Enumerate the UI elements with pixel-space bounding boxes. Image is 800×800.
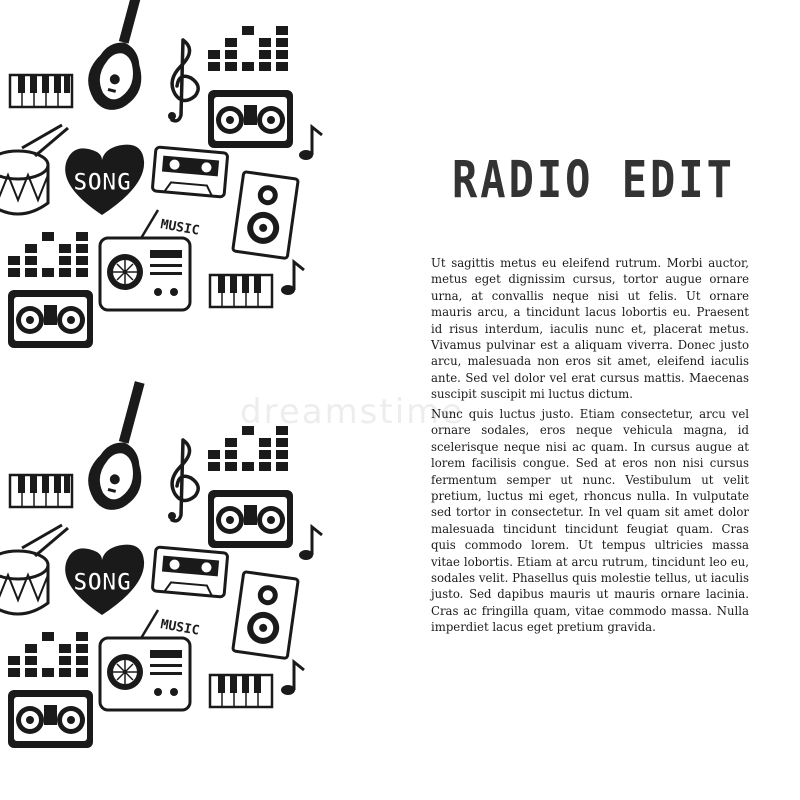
body-paragraph-1: Ut sagittis metus eu eleifend rutrum. Morbi auctor, metus eget dignissim cursus, tortor augue ornare urna, at convallis neque nisi ut felis. Ut ornare mauris arcu, a tincidunt lacus lobortis eu. Praesent id risus interdum, iaculis nunc et, placerat metus. Vivamus pulvinar est a aliquam viverra. Donec justo arcu, malesuada non eros sit amet, eleifend iaculis ante. Sed vel dolor vel erat cursus mattis. Maecenas suscipit suscipit mi luctus dictum.: [431, 256, 749, 402]
body-paragraph-2: Nunc quis luctus justo. Etiam consectetur, arcu vel ornare sodales, eros neque vehicula magna, id scelerisque neque nisi ac quam. In cursus augue at lorem facilisis congue. Sed at eros non nisi cursus fermentum semper ut nunc. Vestibulum ut velit pretium, luctus mi eget, rhoncus nulla. In vulputate sed tortor in consectetur. In vel quam sit amet dolor malesuada tincidunt tincidunt feugiat quam. Cras quis commodo lorem. Ut tempus ultricies massa vitae lobortis. Etiam at arcu rutrum, tincidunt leo eu, sodales velit. Phasellus quis molestie tellus, ut iaculis justo. Sed dapibus mauris ut mauris ornare lacinia. Cras ac fringilla quam, vitae commodo massa. Nulla imperdiet lacus eget pretium gravida.: [431, 407, 749, 635]
page-title: RADIO EDIT: [452, 150, 735, 209]
watermark: dreamstime: [240, 392, 465, 432]
